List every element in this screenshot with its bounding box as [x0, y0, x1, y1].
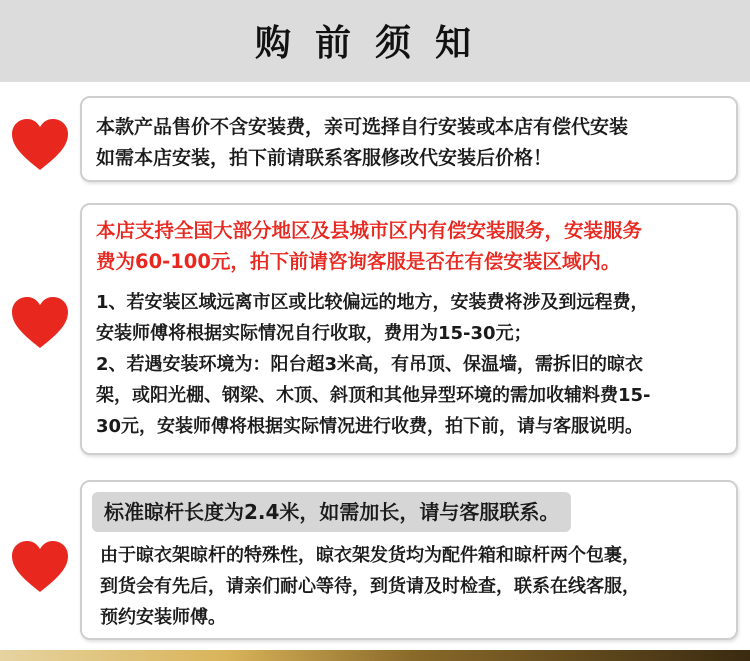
pole-length-note: 标准晾杆长度为2.4米，如需加长，请与客服联系。: [92, 492, 571, 532]
notice-line: 如需本店安装，拍下前请联系客服修改代安装后价格！: [96, 147, 553, 169]
bottom-banner-strip: [0, 650, 750, 661]
highlight-line: 费为60-100元，拍下前请咨询客服是否在有偿安装区域内。: [96, 250, 621, 273]
notice-card-pricing: [80, 96, 738, 182]
heart-icon: [10, 296, 70, 350]
heart-icon: [10, 540, 70, 594]
notice-line: 安装师傅将根据实际情况自行收取，费用为15-30元；: [96, 323, 532, 344]
notice-line: 2、若遇安装环境为：阳台超3米高，有吊顶、保温墙，需拆旧的晾衣: [96, 354, 644, 375]
highlight-line: 本店支持全国大部分地区及县城市区内有偿安装服务，安装服务: [96, 219, 643, 242]
notice-line: 架，或阳光棚、钢梁、木顶、斜顶和其他异型环境的需加收辅料费15-: [96, 385, 651, 406]
notice-line: 本款产品售价不含安装费，亲可选择自行安装或本店有偿代安装: [96, 116, 629, 138]
notice-line: 1、若安装区域远离市区或比较偏远的地方，安装费将涉及到远程费，: [96, 292, 649, 313]
notice-line: 到货会有先后，请亲们耐心等待，到货请及时检查，联系在线客服，: [100, 576, 640, 597]
notice-line: 由于晾衣架晾杆的特殊性，晾衣架发货均为配件箱和晾杆两个包裹，: [100, 545, 640, 566]
notice-card-installation: [80, 203, 738, 455]
notice-card-shipping: [80, 480, 738, 640]
notice-line: 预约安装师傅。: [100, 607, 226, 628]
page-title: 购前须知: [254, 23, 495, 64]
notice-line: 30元，安装师傅将根据实际情况进行收费，拍下前，请与客服说明。: [96, 416, 644, 437]
heart-icon: [10, 118, 70, 172]
